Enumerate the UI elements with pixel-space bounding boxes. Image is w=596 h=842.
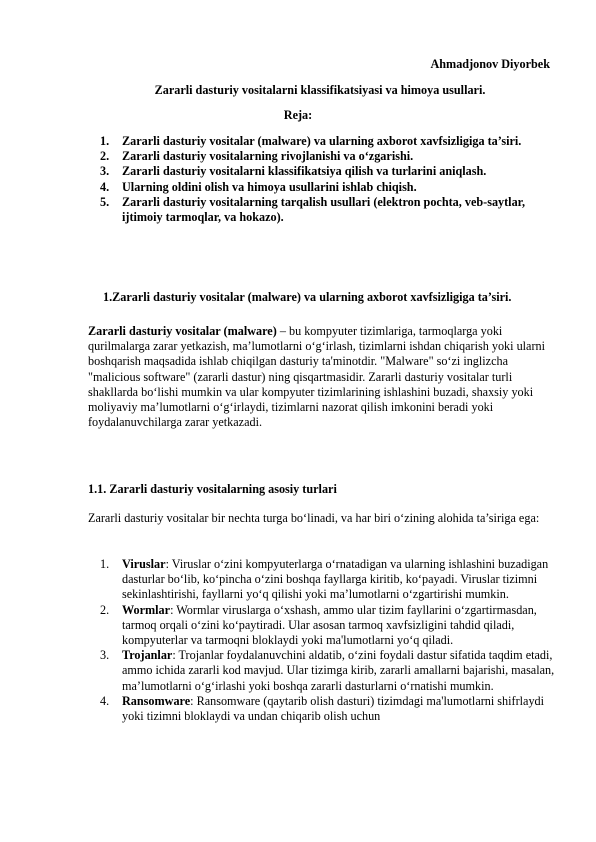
malware-type-item [100, 603, 558, 649]
malware-type-item [100, 648, 558, 694]
plan-list [100, 134, 560, 225]
type-text: : Wormlar viruslarga o‘xshash, ammo ular tizim fayllarini o‘zgartirmasdan, tarmoq orqali o‘zini ko‘paytiradi. Ular asosan tarmoq xavfsizligini tahdid qiladi, kompyuterlar va tarmoqni bloklaydi yoki ma'lumotlarni yo‘q qiladi. [122, 602, 537, 648]
type-term: Trojanlar [122, 648, 173, 663]
plan-item-number: 3. [100, 164, 110, 179]
plan-item-text: Zararli dasturiy vositalar (malware) va ularning axborot xavfsizligiga ta’siri. [122, 134, 522, 148]
intro-term: Zararli dasturiy vositalar (malware) [88, 324, 277, 338]
type-term: Wormlar [122, 602, 171, 617]
type-number: 4. [100, 693, 110, 708]
type-number: 2. [100, 602, 110, 617]
type-text: : Viruslar o‘zini kompyuterlarga o‘rnatadigan va ularning ishlashini buzadigan dasturlar bo‘lib, ko‘pincha o‘zini boshqa fayllarga kiritib, ko‘payadi. Viruslar tizimni sekinlashtirishi, fayllarni yo‘q qilishi yoki ma’lumotlarni o‘zgartirishi mumkin. [122, 557, 549, 602]
intro-paragraph [88, 324, 558, 430]
plan-item-text: Zararli dasturiy vositalarning tarqalish usullari (elektron pochta, veb-saytlar, ijtimoiy tarmoqlar, va hokazo). [122, 194, 526, 225]
plan-item [100, 149, 560, 164]
subsection-heading: 1.1. Zararli dasturiy vositalarning asosiy turlari [88, 482, 337, 496]
plan-item [100, 164, 560, 179]
plan-item-text: Ularning oldini olish va himoya usullarini ishlab chiqish. [122, 179, 417, 194]
type-number: 1. [100, 557, 110, 571]
document-title: Zararli dasturiy vositalarni klassifikatsiyasi va himoya usullari. [154, 83, 486, 97]
plan-item [100, 134, 560, 149]
plan-item-number: 2. [100, 149, 110, 164]
type-term: Viruslar [122, 557, 166, 571]
type-text: : Trojanlar foydalanuvchini aldatib, o‘zini foydali dastur sifatida taqdim etadi, ammo ichida zararli kod mavjud. Ular tizimga kirib, zararli amallarni bajarishi, masalan, ma’lumotlarni o‘g‘irlashi yoki boshqa zararli dasturlarni o‘rnatishi mumkin. [122, 648, 555, 693]
plan-item-text: Zararli dasturiy vositalarning rivojlanishi va o‘zgarishi. [122, 149, 414, 164]
intro-text: – bu kompyuter tizimlariga, tarmoqlarga yoki qurilmalarga zarar yetkazish, ma’lumotlarni o‘g‘irlash, tizimlarni ishdan chiqarish yoki ularni boshqarish maqsadida ishlab chiqilgan dasturiy ta'minotdir. "Malware" so‘zi inglizcha "malicious software" (zararli dastur) ning qisqartmasidir. Zararli dasturiy vositalar turli shakllarda bo‘lishi mumkin va ular kompyuter tizimlarining ishlashini buzadi, shaxsiy yoki moliyaviy ma’lumotlarni o‘g‘irlaydi, tizimlarni nazorat qilish imkonini beradi yoki foydalanuvchilarga zarar yetkazadi. [88, 324, 546, 430]
author-name: Ahmadjonov Diyorbek [430, 57, 550, 71]
plan-item-number: 1. [100, 134, 110, 148]
malware-types-list [100, 557, 558, 724]
subsection-intro: Zararli dasturiy vositalar bir nechta turga bo‘linadi, va har biri o‘zining alohida ta’siriga ega: [88, 511, 540, 525]
plan-item-number: 5. [100, 194, 110, 209]
plan-item [100, 195, 560, 225]
malware-type-item [100, 694, 558, 724]
plan-item-text: Zararli dasturiy vositalarni klassifikatsiya qilish va turlarini aniqlash. [122, 164, 487, 179]
plan-heading: Reja: [283, 108, 313, 122]
plan-item-number: 4. [100, 179, 110, 194]
type-number: 3. [100, 648, 110, 663]
plan-item [100, 180, 560, 195]
type-term: Ransomware [122, 693, 191, 708]
section-heading: 1.Zararli dasturiy vositalar (malware) va ularning axborot xavfsizligiga ta’siri. [103, 290, 512, 304]
malware-type-item [100, 557, 558, 603]
type-text: : Ransomware (qaytarib olish dasturi) tizimdagi ma'lumotlarni shifrlaydi yoki tizimni bloklaydi va undan chiqarib olish uchun [122, 693, 545, 724]
